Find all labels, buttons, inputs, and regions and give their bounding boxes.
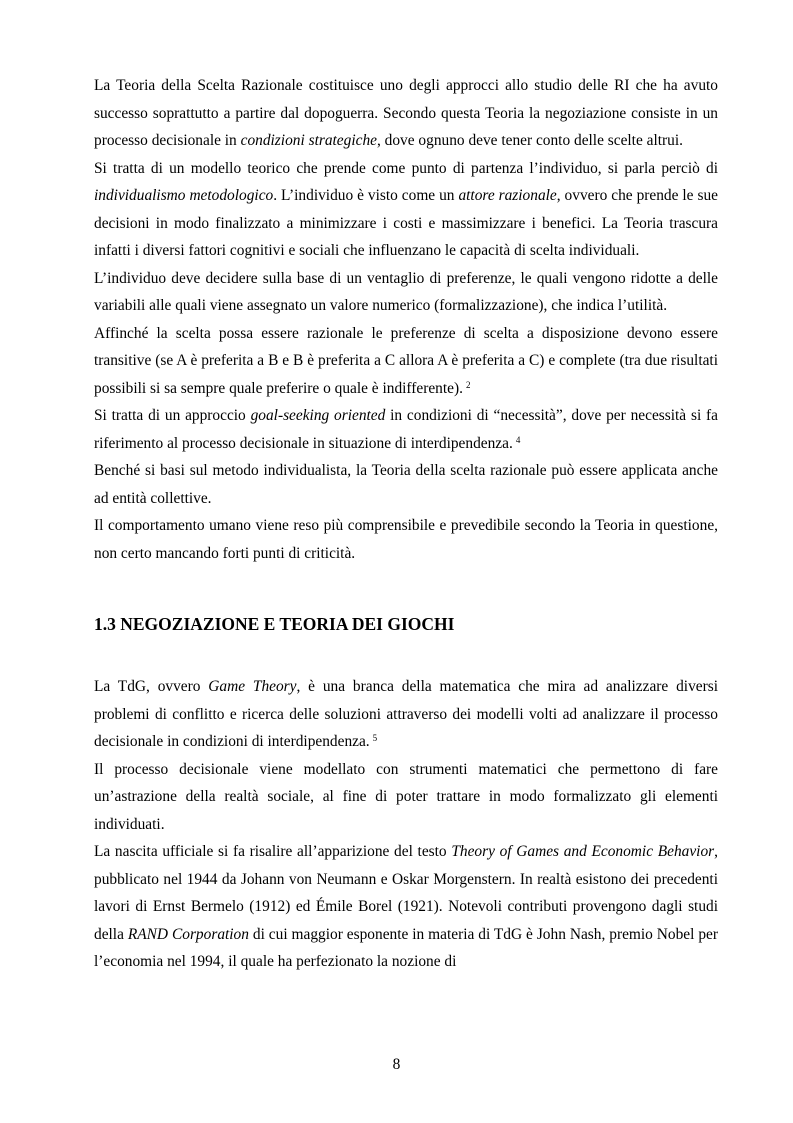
paragraph: La TdG, ovvero Game Theory, è una branca della matematica che mira ad analizzare diversi problemi di conflitto e ricerca delle soluzioni attraverso dei modelli volti ad analizzare il processo decisionale in condizioni di interdipendenza. $^5$ (94, 678, 718, 750)
paragraph: Il comportamento umano viene reso più comprensibile e prevedibile secondo la Teoria in questione, non certo mancando forti punti di criticità. (94, 517, 718, 562)
paragraph: La Teoria della Scelta Razionale costituisce uno degli approcci allo studio delle RI che ha avuto successo soprattutto a partire dal dopoguerra. Secondo questa Teoria la negoziazione consiste in un processo decisionale in condizioni strategiche, dove ognuno deve tener conto delle scelte altrui. (94, 77, 718, 149)
footnote-ref[interactable]: 5 (372, 733, 378, 743)
paragraph: Il processo decisionale viene modellato con strumenti matematici che permettono di fare un’astrazione della realtà sociale, al fine di poter trattare in modo formalizzato gli elementi individuati. (94, 760, 718, 833)
paragraph: L’individuo deve decidere sulla base di un ventaglio di preferenze, le quali vengono ridotte a delle variabili alle quali viene assegnato un valore numerico (formalizzazione), che indica l’utilità. (94, 269, 718, 314)
paragraph: Si tratta di un approccio goal-seeking oriented in condizioni di “necessità”, dove per necessità si fa riferimento al processo decisionale in situazione di interdipendenza. $^4$ (94, 407, 718, 452)
paragraph: La nascita ufficiale si fa risalire all’apparizione del testo Theory of Games and Economic Behavior, pubblicato nel 1944 da Johann von Neumann e Oskar Morgenstern. In realtà esistono dei precedenti lavori di Ernst Bermelo (1912) ed Émile Borel (1921). Notevoli contributi provengono dagli studi della RAND Corporation di cui maggior esponente in materia di TdG è John Nash, premio Nobel per l’economia nel 1994, il quale ha perfezionato la nozione di (94, 843, 718, 970)
footnote-ref[interactable]: 2 (465, 379, 471, 390)
footnote-ref[interactable]: 4 (515, 434, 521, 445)
document-page (94, 72, 718, 976)
paragraph: Benché si basi sul metodo individualista, la Teoria della scelta razionale può essere applicata anche ad entità collettive. (94, 462, 718, 507)
paragraph: Si tratta di un modello teorico che prende come punto di partenza l’individuo, si parla perciò di individualismo metodologico. L’individuo è visto come un attore razionale, ovvero che prende le sue decisioni in modo finalizzato a minimizzare i costi e massimizzare i benefici. La Teoria trascura infatti i diversi fattori cognitivi e sociali che influenzano le capacità di scelta individuali. (94, 159, 718, 259)
page-number: 8 (392, 1056, 401, 1073)
section-heading: 1.3 NEGOZIAZIONE E TEORIA DEI GIOCHI (94, 614, 455, 634)
paragraph: Affinché la scelta possa essere razionale le preferenze di scelta a disposizione devono essere transitive (se A è preferita a B e B è preferita a C allora A è preferita a C) e complete (tra due risultati possibili si sa sempre quale preferire o quale è indifferente). $^2$ (94, 324, 718, 397)
